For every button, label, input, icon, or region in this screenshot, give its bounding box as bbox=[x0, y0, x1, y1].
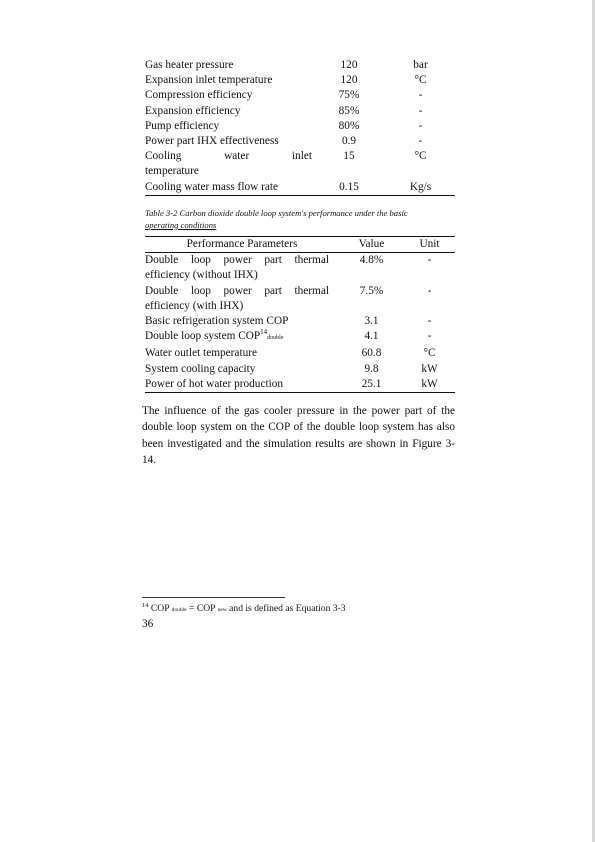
table-row bbox=[145, 314, 455, 329]
table-row bbox=[145, 362, 455, 377]
footnote-number: 14 bbox=[142, 601, 149, 609]
unit-cell: °C bbox=[414, 74, 427, 87]
value-cell: 9.8 bbox=[364, 362, 379, 375]
parameter-line: Double loop power part thermal bbox=[145, 254, 329, 267]
parameter-cell bbox=[145, 253, 339, 284]
unit-cell: - bbox=[418, 119, 423, 132]
parameter-line: efficiency (with IHX) bbox=[145, 299, 244, 312]
parameter-cell: Water outlet temperature bbox=[145, 347, 258, 360]
column-header: Value bbox=[339, 237, 404, 253]
page-number: 36 bbox=[142, 618, 154, 630]
table-header-row bbox=[145, 237, 455, 253]
caption-line: operating conditions bbox=[145, 219, 217, 230]
table-row bbox=[145, 119, 455, 134]
table-row bbox=[145, 104, 455, 119]
value-cell: 0.15 bbox=[312, 180, 386, 196]
table-row bbox=[145, 73, 455, 88]
footnote bbox=[142, 603, 346, 616]
unit-cell: - bbox=[427, 315, 432, 328]
parameter-cell: Gas heater pressure bbox=[145, 59, 234, 71]
value-cell: 15 bbox=[343, 150, 355, 163]
unit-cell: kW bbox=[404, 377, 455, 393]
parameter-cell: Power part IHX effectiveness bbox=[145, 135, 279, 148]
value-cell: 7.5% bbox=[359, 284, 384, 297]
unit-cell: - bbox=[418, 135, 423, 148]
parameter-text: Double loop system COP bbox=[145, 330, 261, 343]
table-row bbox=[145, 180, 455, 196]
value-cell: 3.1 bbox=[364, 315, 379, 328]
table-row bbox=[145, 377, 455, 393]
unit-cell: Kg/s bbox=[386, 180, 455, 196]
value-cell: 75% bbox=[338, 89, 360, 102]
footnote-text: = bbox=[189, 603, 195, 614]
parameter-cell: System cooling capacity bbox=[145, 362, 256, 375]
unit-cell: °C bbox=[423, 347, 436, 360]
value-cell: 85% bbox=[338, 104, 360, 117]
value-cell: 120 bbox=[340, 59, 358, 71]
table-row bbox=[145, 253, 455, 284]
subscript: double bbox=[267, 335, 284, 342]
value-cell: 4.1 bbox=[364, 330, 379, 343]
unit-cell: kW bbox=[421, 362, 438, 375]
table-row bbox=[145, 346, 455, 361]
parameter-cell: Cooling water mass flow rate bbox=[145, 180, 312, 196]
footnote-ref: 14 bbox=[260, 328, 268, 337]
unit-cell: bar bbox=[413, 59, 428, 71]
parameter-cell: Expansion inlet temperature bbox=[145, 74, 273, 87]
table-row bbox=[145, 284, 455, 314]
footnote-subscript: double bbox=[171, 607, 187, 613]
value-cell: 4.8% bbox=[359, 254, 384, 267]
footnote-subscript: new bbox=[217, 607, 227, 613]
table-row bbox=[145, 134, 455, 149]
parameters-table-continued bbox=[145, 58, 455, 196]
parameter-line: efficiency (without IHX) bbox=[145, 269, 258, 282]
unit-cell: - bbox=[418, 104, 423, 117]
table-row bbox=[145, 149, 455, 179]
parameter-cell: Power of hot water production bbox=[145, 377, 339, 393]
unit-cell: - bbox=[427, 330, 432, 343]
unit-cell: - bbox=[418, 89, 423, 102]
value-cell: 60.8 bbox=[361, 347, 382, 360]
parameter-cell bbox=[145, 329, 339, 346]
unit-cell: - bbox=[427, 254, 432, 267]
column-header: Unit bbox=[404, 237, 455, 253]
value-cell: 0.9 bbox=[341, 135, 357, 148]
column-header: Performance Parameters bbox=[145, 237, 339, 253]
footnote-text: and is defined as Equation 3-3 bbox=[229, 603, 346, 614]
table-row bbox=[145, 329, 455, 346]
footnote-rule bbox=[142, 597, 285, 598]
unit-cell: - bbox=[427, 284, 432, 297]
table-caption bbox=[145, 208, 455, 231]
footnote-text: COP bbox=[150, 603, 170, 614]
performance-table bbox=[145, 236, 455, 393]
parameter-cell bbox=[145, 149, 312, 179]
value-cell: 80% bbox=[338, 119, 360, 132]
parameter-cell: Basic refrigeration system COP bbox=[145, 315, 289, 328]
parameter-cell: Expansion efficiency bbox=[145, 104, 241, 117]
footnote-text: COP bbox=[196, 603, 216, 614]
parameter-line: Cooling water inlet bbox=[145, 150, 312, 163]
unit-cell: °C bbox=[414, 150, 427, 163]
parameter-cell: Compression efficiency bbox=[145, 89, 253, 102]
value-cell: 120 bbox=[340, 74, 358, 87]
parameter-cell: Pump efficiency bbox=[145, 119, 220, 132]
caption-line: Table 3-2 Carbon dioxide double loop system's performance under the basic bbox=[145, 208, 408, 218]
parameter-cell bbox=[145, 284, 339, 314]
body-paragraph: The influence of the gas cooler pressure in the power part of the double loop system on the COP of the double loop system has also been investigated and the simulation results are shown in Figure 3-14. bbox=[142, 405, 455, 467]
value-cell: 25.1 bbox=[339, 377, 404, 393]
parameter-line: temperature bbox=[145, 165, 199, 178]
parameter-line: Double loop power part thermal bbox=[145, 284, 329, 297]
table-row bbox=[145, 58, 455, 73]
table-row bbox=[145, 88, 455, 103]
